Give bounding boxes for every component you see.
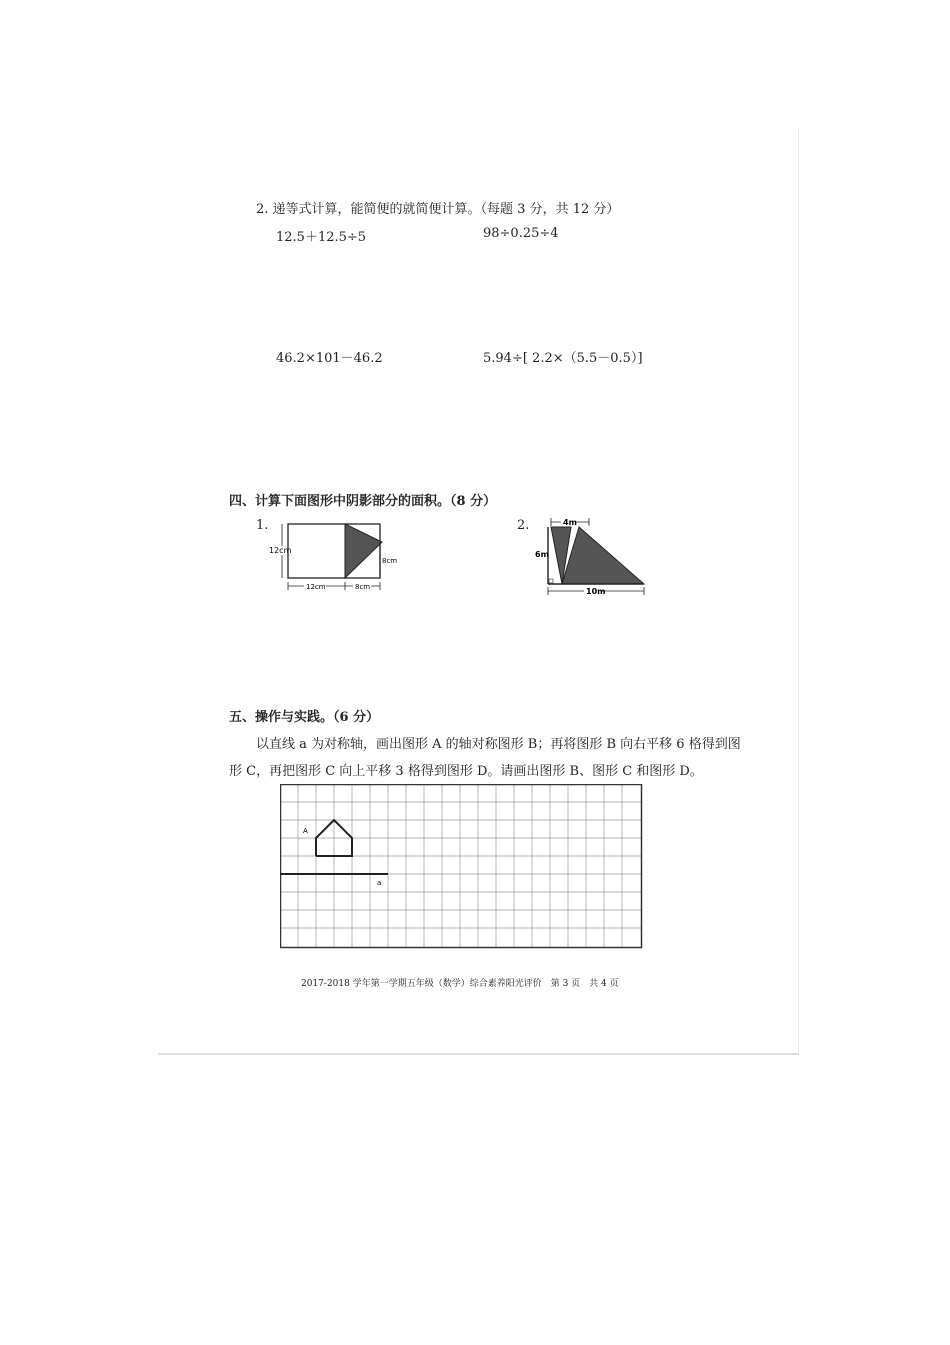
fig2-label-bottom: 10m (586, 587, 606, 596)
figure-1-number: 1. (256, 518, 269, 533)
page-footer: 2017-2018 学年第一学期五年级（数学）综合素养阳光评价 第 3 页 共 4 页 (301, 979, 619, 989)
q2-problem-4: 5.94÷[ 2.2×（5.5－0.5）] (483, 351, 643, 366)
fig1-label-right: 8cm (382, 557, 398, 565)
q2-heading: 2. 递等式计算，能简便的就简便计算。（每题 3 分，共 12 分） (256, 202, 620, 217)
q2-problem-3: 46.2×101－46.2 (276, 351, 383, 366)
section-5-text-line-2: 形 C，再把图形 C 向上平移 3 格得到图形 D。请画出图形 B、图形 C 和图形 D。 (229, 764, 703, 779)
figure-1-diagram (268, 518, 403, 598)
q2-problem-1: 12.5＋12.5÷5 (276, 230, 367, 245)
grid-lines (280, 784, 642, 948)
figure-2-number: 2. (517, 518, 530, 533)
fig2-label-left: 6m (535, 550, 549, 559)
section-5-text-line-1: 以直线 a 为对称轴，画出图形 A 的轴对称图形 B；再将图形 B 向右平移 6 格得到图 (256, 737, 741, 752)
fig1-label-bottom-right: 8cm (355, 583, 371, 591)
fig1-label-bottom-left: 12cm (306, 583, 326, 591)
shape-a-label: A (303, 827, 308, 835)
drawing-grid[interactable] (280, 784, 644, 950)
q2-problem-2: 98÷0.25÷4 (483, 226, 559, 241)
fig1-label-left: 12cm (269, 546, 292, 555)
fig2-label-top: 4m (563, 518, 577, 527)
axis-a-label: a (377, 879, 382, 887)
section-4-heading: 四、计算下面图形中阴影部分的面积。（8 分） (229, 494, 497, 509)
figure-2-diagram (530, 512, 650, 602)
section-5-heading: 五、操作与实践。（6 分） (229, 710, 380, 725)
